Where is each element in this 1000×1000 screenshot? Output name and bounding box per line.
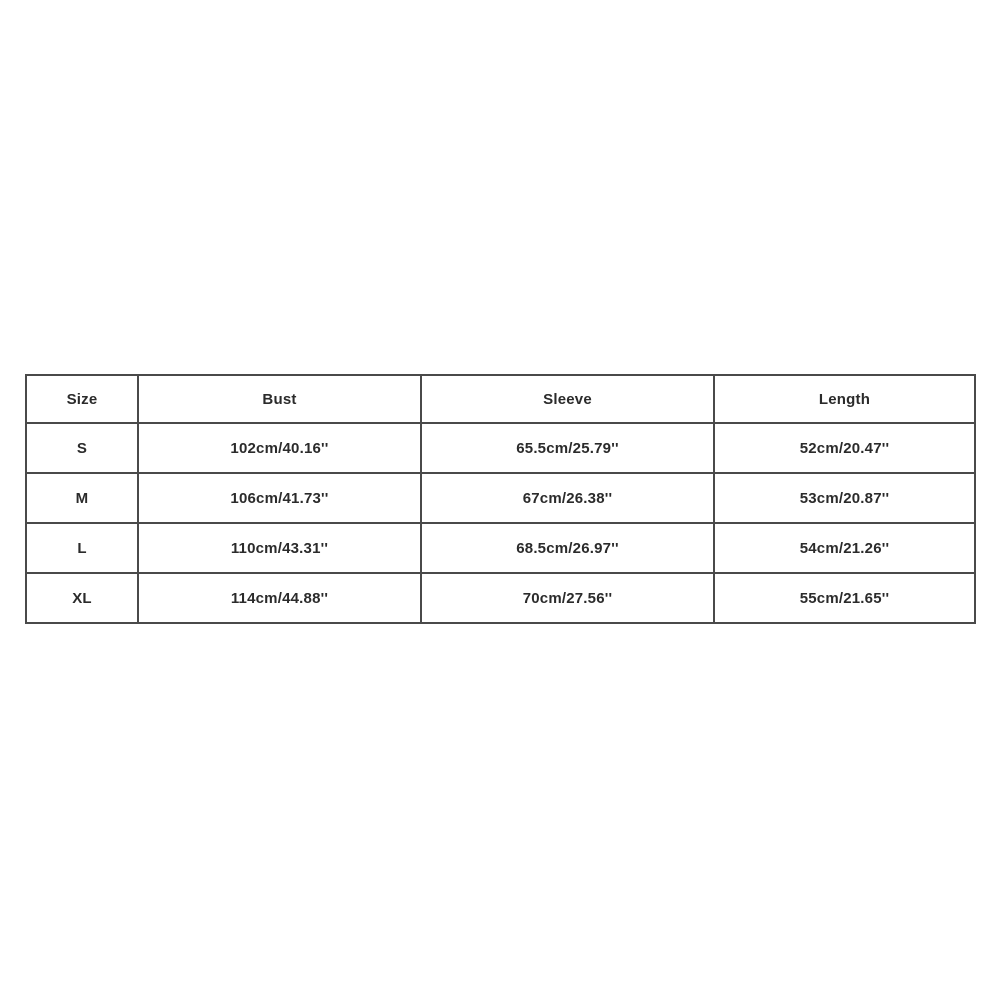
size-cell: XL: [26, 573, 138, 623]
column-header-size: Size: [26, 375, 138, 423]
length-cell: 54cm/21.26'': [714, 523, 975, 573]
column-header-bust: Bust: [138, 375, 421, 423]
bust-cell: 110cm/43.31'': [138, 523, 421, 573]
length-cell: 52cm/20.47'': [714, 423, 975, 473]
table-row-m: [26, 473, 975, 523]
table-row-xl: [26, 573, 975, 623]
size-cell: L: [26, 523, 138, 573]
column-header-sleeve: Sleeve: [421, 375, 714, 423]
length-cell: 53cm/20.87'': [714, 473, 975, 523]
size-chart-table: [25, 374, 976, 624]
bust-cell: 114cm/44.88'': [138, 573, 421, 623]
size-cell: M: [26, 473, 138, 523]
table-row-l: [26, 523, 975, 573]
size-cell: S: [26, 423, 138, 473]
sleeve-cell: 67cm/26.38'': [421, 473, 714, 523]
table-row-s: [26, 423, 975, 473]
table-header-row: [26, 375, 975, 423]
bust-cell: 102cm/40.16'': [138, 423, 421, 473]
column-header-length: Length: [714, 375, 975, 423]
sleeve-cell: 68.5cm/26.97'': [421, 523, 714, 573]
sleeve-cell: 65.5cm/25.79'': [421, 423, 714, 473]
sleeve-cell: 70cm/27.56'': [421, 573, 714, 623]
bust-cell: 106cm/41.73'': [138, 473, 421, 523]
length-cell: 55cm/21.65'': [714, 573, 975, 623]
